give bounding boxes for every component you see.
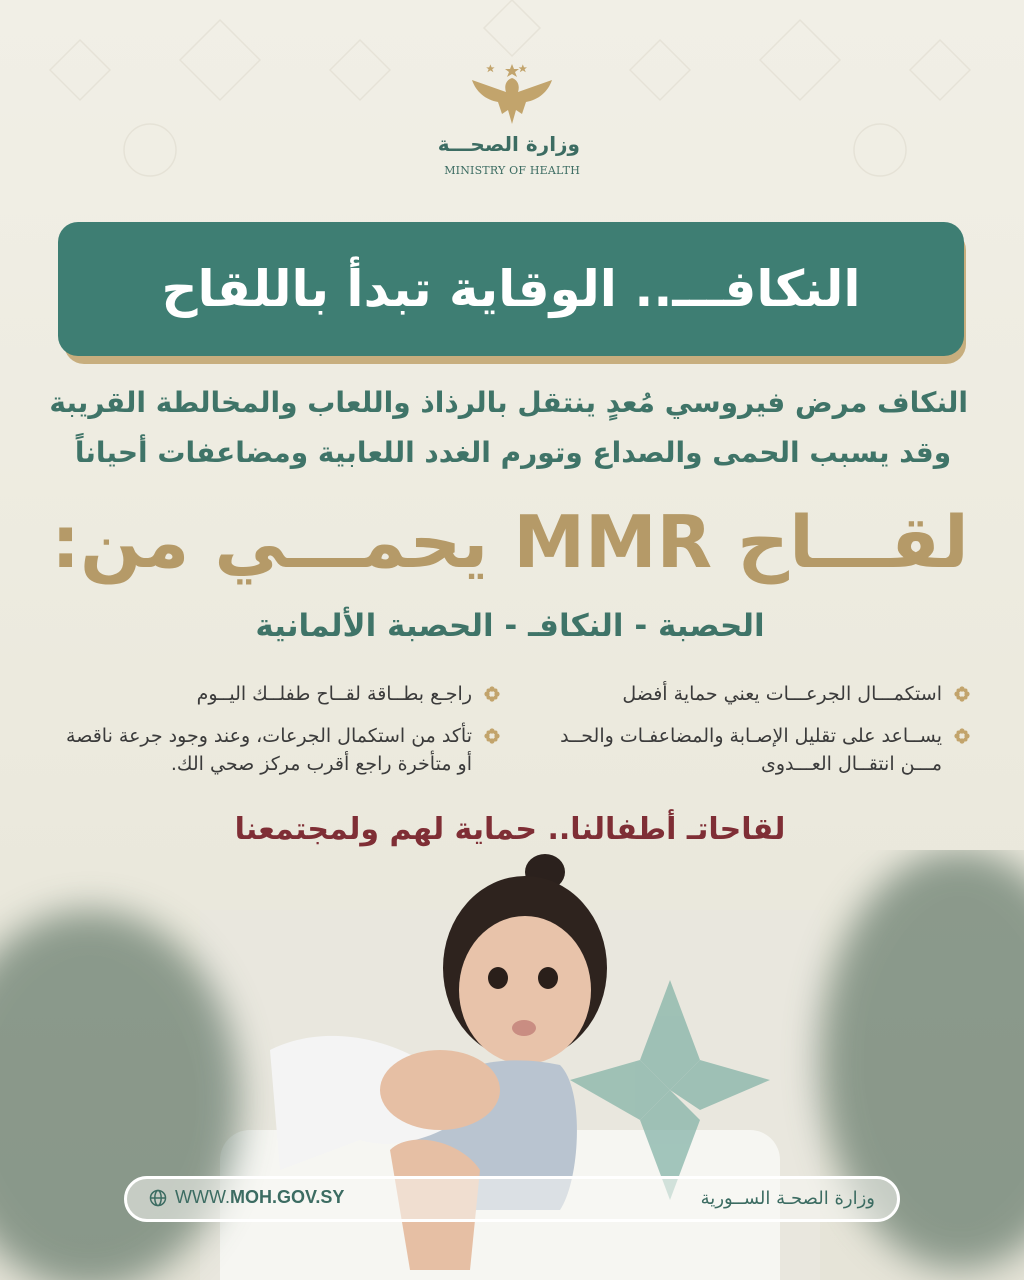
- description-line-1: النكاف مرض فيروسي مُعدٍ ينتقل بالرذاذ واللعاب والمخالطة القريبة: [49, 386, 968, 419]
- bullet-item: [50, 680, 500, 708]
- bullets-left-column: [50, 680, 500, 792]
- globe-icon: [149, 1189, 167, 1207]
- bullet-text: يســاعد على تقليل الإصـابة والمضاعفـات والحــد مـــن انتقــال العـــدوى: [560, 725, 942, 775]
- bullet-text: استكمـــال الجرعـــات يعني حماية أفضل: [622, 683, 942, 705]
- flower-bullet-icon: [484, 728, 500, 744]
- footer-bar: [124, 1176, 900, 1222]
- flower-bullet-icon: [954, 728, 970, 744]
- bullet-item: [50, 722, 500, 778]
- bullet-text: راجـع بطــاقة لقــاح طفلــك اليــوم: [196, 683, 472, 705]
- description-line-2: وقد يسبب الحمى والصداع وتورم الغدد اللعابية ومضاعفات أحياناً: [74, 436, 952, 469]
- footer-ministry-name: وزارة الصحـة الســورية: [700, 1188, 875, 1209]
- flower-bullet-icon: [954, 686, 970, 702]
- diseases-list: الحصبة - النكافـ - الحصبة الألمانية: [255, 608, 765, 644]
- eagle-emblem-icon: [466, 62, 558, 128]
- bullet-text: تأكد من استكمال الجرعات، وعند وجود جرعة ناقصة أو متأخرة راجع أقرب مركز صحي الك.: [66, 725, 472, 775]
- bullets-right-column: [530, 680, 970, 792]
- url-domain: MOH.GOV.SY: [229, 1187, 345, 1207]
- url-prefix: WWW.: [175, 1187, 230, 1207]
- title-banner: [58, 222, 964, 356]
- slogan: لقاحاتـ أطفالنا.. حماية لهم ولمجتمعنا: [234, 812, 786, 847]
- ministry-name-english: MINISTRY OF HEALTH: [444, 164, 580, 177]
- flower-bullet-icon: [484, 686, 500, 702]
- ministry-name-arabic: وزارة الصحـــة: [437, 132, 580, 156]
- website-link[interactable]: [149, 1187, 344, 1208]
- page-title: النكافـــ.. الوقاية تبدأ باللقاح: [161, 260, 861, 318]
- bullet-item: [530, 722, 970, 778]
- vaccine-headline: لقـــاح MMR يحمـــي من:: [51, 500, 969, 584]
- bullet-item: [530, 680, 970, 708]
